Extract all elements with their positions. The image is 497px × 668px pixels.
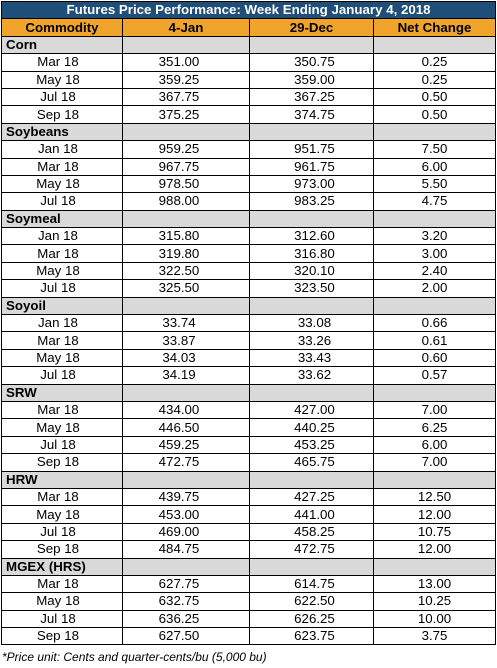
price-4-jan-cell: 434.00 <box>123 401 250 418</box>
price-29-dec-cell: 626.25 <box>250 610 374 627</box>
price-4-jan-cell: 367.75 <box>123 88 250 105</box>
group-empty-cell <box>123 384 250 401</box>
group-empty-cell <box>374 123 496 140</box>
contract-month-cell: Jul 18 <box>2 436 123 453</box>
contract-month-cell: Jul 18 <box>2 280 123 297</box>
contract-month-cell: Jan 18 <box>2 141 123 158</box>
contract-month-cell: Mar 18 <box>2 332 123 349</box>
price-4-jan-cell: 453.00 <box>123 506 250 523</box>
table-row <box>2 610 496 627</box>
group-header-row <box>2 36 496 53</box>
net-change-cell: 5.50 <box>374 175 496 192</box>
price-29-dec-cell: 33.08 <box>250 315 374 332</box>
price-4-jan-cell: 632.75 <box>123 593 250 610</box>
table-row <box>2 262 496 279</box>
net-change-cell: 0.61 <box>374 332 496 349</box>
contract-month-cell: Jul 18 <box>2 523 123 540</box>
price-4-jan-cell: 967.75 <box>123 158 250 175</box>
price-4-jan-cell: 459.25 <box>123 436 250 453</box>
group-empty-cell <box>250 297 374 314</box>
price-4-jan-cell: 33.87 <box>123 332 250 349</box>
price-4-jan-cell: 472.75 <box>123 454 250 471</box>
table-row <box>2 593 496 610</box>
group-label: SRW <box>2 384 123 401</box>
group-empty-cell <box>374 210 496 227</box>
price-29-dec-cell: 374.75 <box>250 106 374 123</box>
net-change-cell: 10.25 <box>374 593 496 610</box>
contract-month-cell: Mar 18 <box>2 54 123 71</box>
contract-month-cell: Jan 18 <box>2 228 123 245</box>
group-header-row <box>2 297 496 314</box>
price-29-dec-cell: 472.75 <box>250 541 374 558</box>
price-29-dec-cell: 316.80 <box>250 245 374 262</box>
price-4-jan-cell: 351.00 <box>123 54 250 71</box>
price-4-jan-cell: 34.03 <box>123 349 250 366</box>
price-4-jan-cell: 33.74 <box>123 315 250 332</box>
group-label: MGEX (HRS) <box>2 558 123 575</box>
table-title-row <box>2 2 496 19</box>
contract-month-cell: Jul 18 <box>2 610 123 627</box>
group-label: Soybeans <box>2 123 123 140</box>
table-row <box>2 349 496 366</box>
net-change-cell: 7.50 <box>374 141 496 158</box>
net-change-cell: 4.75 <box>374 193 496 210</box>
contract-month-cell: Jul 18 <box>2 367 123 384</box>
price-29-dec-cell: 427.25 <box>250 488 374 505</box>
group-empty-cell <box>250 558 374 575</box>
group-header-row <box>2 471 496 488</box>
group-empty-cell <box>250 36 374 53</box>
price-29-dec-cell: 961.75 <box>250 158 374 175</box>
futures-price-table <box>1 1 496 645</box>
net-change-cell: 0.66 <box>374 315 496 332</box>
contract-month-cell: Sep 18 <box>2 106 123 123</box>
contract-month-cell: Mar 18 <box>2 158 123 175</box>
contract-month-cell: May 18 <box>2 71 123 88</box>
contract-month-cell: Sep 18 <box>2 628 123 645</box>
group-empty-cell <box>123 210 250 227</box>
net-change-cell: 13.00 <box>374 575 496 592</box>
table-row <box>2 575 496 592</box>
group-empty-cell <box>250 384 374 401</box>
price-4-jan-cell: 959.25 <box>123 141 250 158</box>
group-header-row <box>2 123 496 140</box>
price-4-jan-cell: 627.50 <box>123 628 250 645</box>
table-row <box>2 541 496 558</box>
price-29-dec-cell: 465.75 <box>250 454 374 471</box>
group-label: Soyoil <box>2 297 123 314</box>
net-change-cell: 12.00 <box>374 506 496 523</box>
table-row <box>2 332 496 349</box>
contract-month-cell: Jul 18 <box>2 193 123 210</box>
net-change-cell: 6.00 <box>374 436 496 453</box>
contract-month-cell: Mar 18 <box>2 245 123 262</box>
price-4-jan-cell: 988.00 <box>123 193 250 210</box>
contract-month-cell: Sep 18 <box>2 454 123 471</box>
table-title: Futures Price Performance: Week Ending January 4, 2018 <box>2 2 496 19</box>
price-4-jan-cell: 484.75 <box>123 541 250 558</box>
price-29-dec-cell: 33.43 <box>250 349 374 366</box>
group-label: HRW <box>2 471 123 488</box>
price-4-jan-cell: 325.50 <box>123 280 250 297</box>
price-29-dec-cell: 614.75 <box>250 575 374 592</box>
price-29-dec-cell: 350.75 <box>250 54 374 71</box>
table-row <box>2 315 496 332</box>
price-4-jan-cell: 375.25 <box>123 106 250 123</box>
table-row <box>2 280 496 297</box>
table-row <box>2 488 496 505</box>
group-empty-cell <box>250 123 374 140</box>
net-change-cell: 3.20 <box>374 228 496 245</box>
group-empty-cell <box>123 297 250 314</box>
net-change-cell: 12.00 <box>374 541 496 558</box>
net-change-cell: 10.00 <box>374 610 496 627</box>
net-change-cell: 3.00 <box>374 245 496 262</box>
price-29-dec-cell: 312.60 <box>250 228 374 245</box>
price-4-jan-cell: 322.50 <box>123 262 250 279</box>
net-change-cell: 7.00 <box>374 401 496 418</box>
price-4-jan-cell: 469.00 <box>123 523 250 540</box>
price-4-jan-cell: 34.19 <box>123 367 250 384</box>
price-29-dec-cell: 33.62 <box>250 367 374 384</box>
contract-month-cell: Sep 18 <box>2 541 123 558</box>
contract-month-cell: Jul 18 <box>2 88 123 105</box>
table-row <box>2 523 496 540</box>
table-row <box>2 175 496 192</box>
table-row <box>2 54 496 71</box>
group-empty-cell <box>374 558 496 575</box>
net-change-cell: 0.50 <box>374 88 496 105</box>
group-empty-cell <box>123 558 250 575</box>
table-row <box>2 228 496 245</box>
group-empty-cell <box>374 297 496 314</box>
net-change-cell: 6.00 <box>374 158 496 175</box>
contract-month-cell: May 18 <box>2 175 123 192</box>
contract-month-cell: Mar 18 <box>2 488 123 505</box>
table-row <box>2 506 496 523</box>
contract-month-cell: May 18 <box>2 349 123 366</box>
table-row <box>2 158 496 175</box>
table-row <box>2 106 496 123</box>
group-empty-cell <box>374 384 496 401</box>
price-29-dec-cell: 951.75 <box>250 141 374 158</box>
net-change-cell: 10.75 <box>374 523 496 540</box>
price-4-jan-cell: 636.25 <box>123 610 250 627</box>
column-header-row <box>2 19 496 36</box>
group-empty-cell <box>374 36 496 53</box>
price-29-dec-cell: 458.25 <box>250 523 374 540</box>
group-empty-cell <box>123 123 250 140</box>
table-row <box>2 141 496 158</box>
table-row <box>2 454 496 471</box>
price-29-dec-cell: 33.26 <box>250 332 374 349</box>
price-29-dec-cell: 320.10 <box>250 262 374 279</box>
group-header-row <box>2 558 496 575</box>
net-change-cell: 0.25 <box>374 71 496 88</box>
price-4-jan-cell: 978.50 <box>123 175 250 192</box>
price-4-jan-cell: 439.75 <box>123 488 250 505</box>
price-29-dec-cell: 622.50 <box>250 593 374 610</box>
net-change-cell: 3.75 <box>374 628 496 645</box>
table-row <box>2 88 496 105</box>
group-empty-cell <box>123 471 250 488</box>
group-header-row <box>2 210 496 227</box>
col-header-commodity: Commodity <box>2 19 123 36</box>
net-change-cell: 2.40 <box>374 262 496 279</box>
price-4-jan-cell: 359.25 <box>123 71 250 88</box>
price-29-dec-cell: 440.25 <box>250 419 374 436</box>
net-change-cell: 0.60 <box>374 349 496 366</box>
group-empty-cell <box>123 36 250 53</box>
net-change-cell: 6.25 <box>374 419 496 436</box>
price-29-dec-cell: 973.00 <box>250 175 374 192</box>
contract-month-cell: May 18 <box>2 419 123 436</box>
price-4-jan-cell: 319.80 <box>123 245 250 262</box>
price-4-jan-cell: 627.75 <box>123 575 250 592</box>
price-29-dec-cell: 623.75 <box>250 628 374 645</box>
price-29-dec-cell: 323.50 <box>250 280 374 297</box>
price-29-dec-cell: 359.00 <box>250 71 374 88</box>
col-header-29-dec: 29-Dec <box>250 19 374 36</box>
table-row <box>2 436 496 453</box>
group-empty-cell <box>250 471 374 488</box>
group-header-row <box>2 384 496 401</box>
col-header-net-change: Net Change <box>374 19 496 36</box>
table-row <box>2 367 496 384</box>
contract-month-cell: Mar 18 <box>2 401 123 418</box>
group-empty-cell <box>374 471 496 488</box>
table-row <box>2 401 496 418</box>
price-29-dec-cell: 441.00 <box>250 506 374 523</box>
contract-month-cell: Jan 18 <box>2 315 123 332</box>
net-change-cell: 12.50 <box>374 488 496 505</box>
contract-month-cell: May 18 <box>2 262 123 279</box>
net-change-cell: 2.00 <box>374 280 496 297</box>
price-29-dec-cell: 367.25 <box>250 88 374 105</box>
table-row <box>2 419 496 436</box>
price-29-dec-cell: 983.25 <box>250 193 374 210</box>
table-row <box>2 628 496 645</box>
price-29-dec-cell: 453.25 <box>250 436 374 453</box>
price-4-jan-cell: 446.50 <box>123 419 250 436</box>
net-change-cell: 7.00 <box>374 454 496 471</box>
table-row <box>2 71 496 88</box>
table-body <box>2 36 496 645</box>
price-29-dec-cell: 427.00 <box>250 401 374 418</box>
net-change-cell: 0.50 <box>374 106 496 123</box>
group-empty-cell <box>250 210 374 227</box>
contract-month-cell: May 18 <box>2 506 123 523</box>
footnote: *Price unit: Cents and quarter-cents/bu (5,000 bu) <box>2 650 267 664</box>
price-4-jan-cell: 315.80 <box>123 228 250 245</box>
group-label: Soymeal <box>2 210 123 227</box>
table-row <box>2 193 496 210</box>
group-label: Corn <box>2 36 123 53</box>
contract-month-cell: Mar 18 <box>2 575 123 592</box>
col-header-4-jan: 4-Jan <box>123 19 250 36</box>
net-change-cell: 0.25 <box>374 54 496 71</box>
contract-month-cell: May 18 <box>2 593 123 610</box>
net-change-cell: 0.57 <box>374 367 496 384</box>
table-row <box>2 245 496 262</box>
